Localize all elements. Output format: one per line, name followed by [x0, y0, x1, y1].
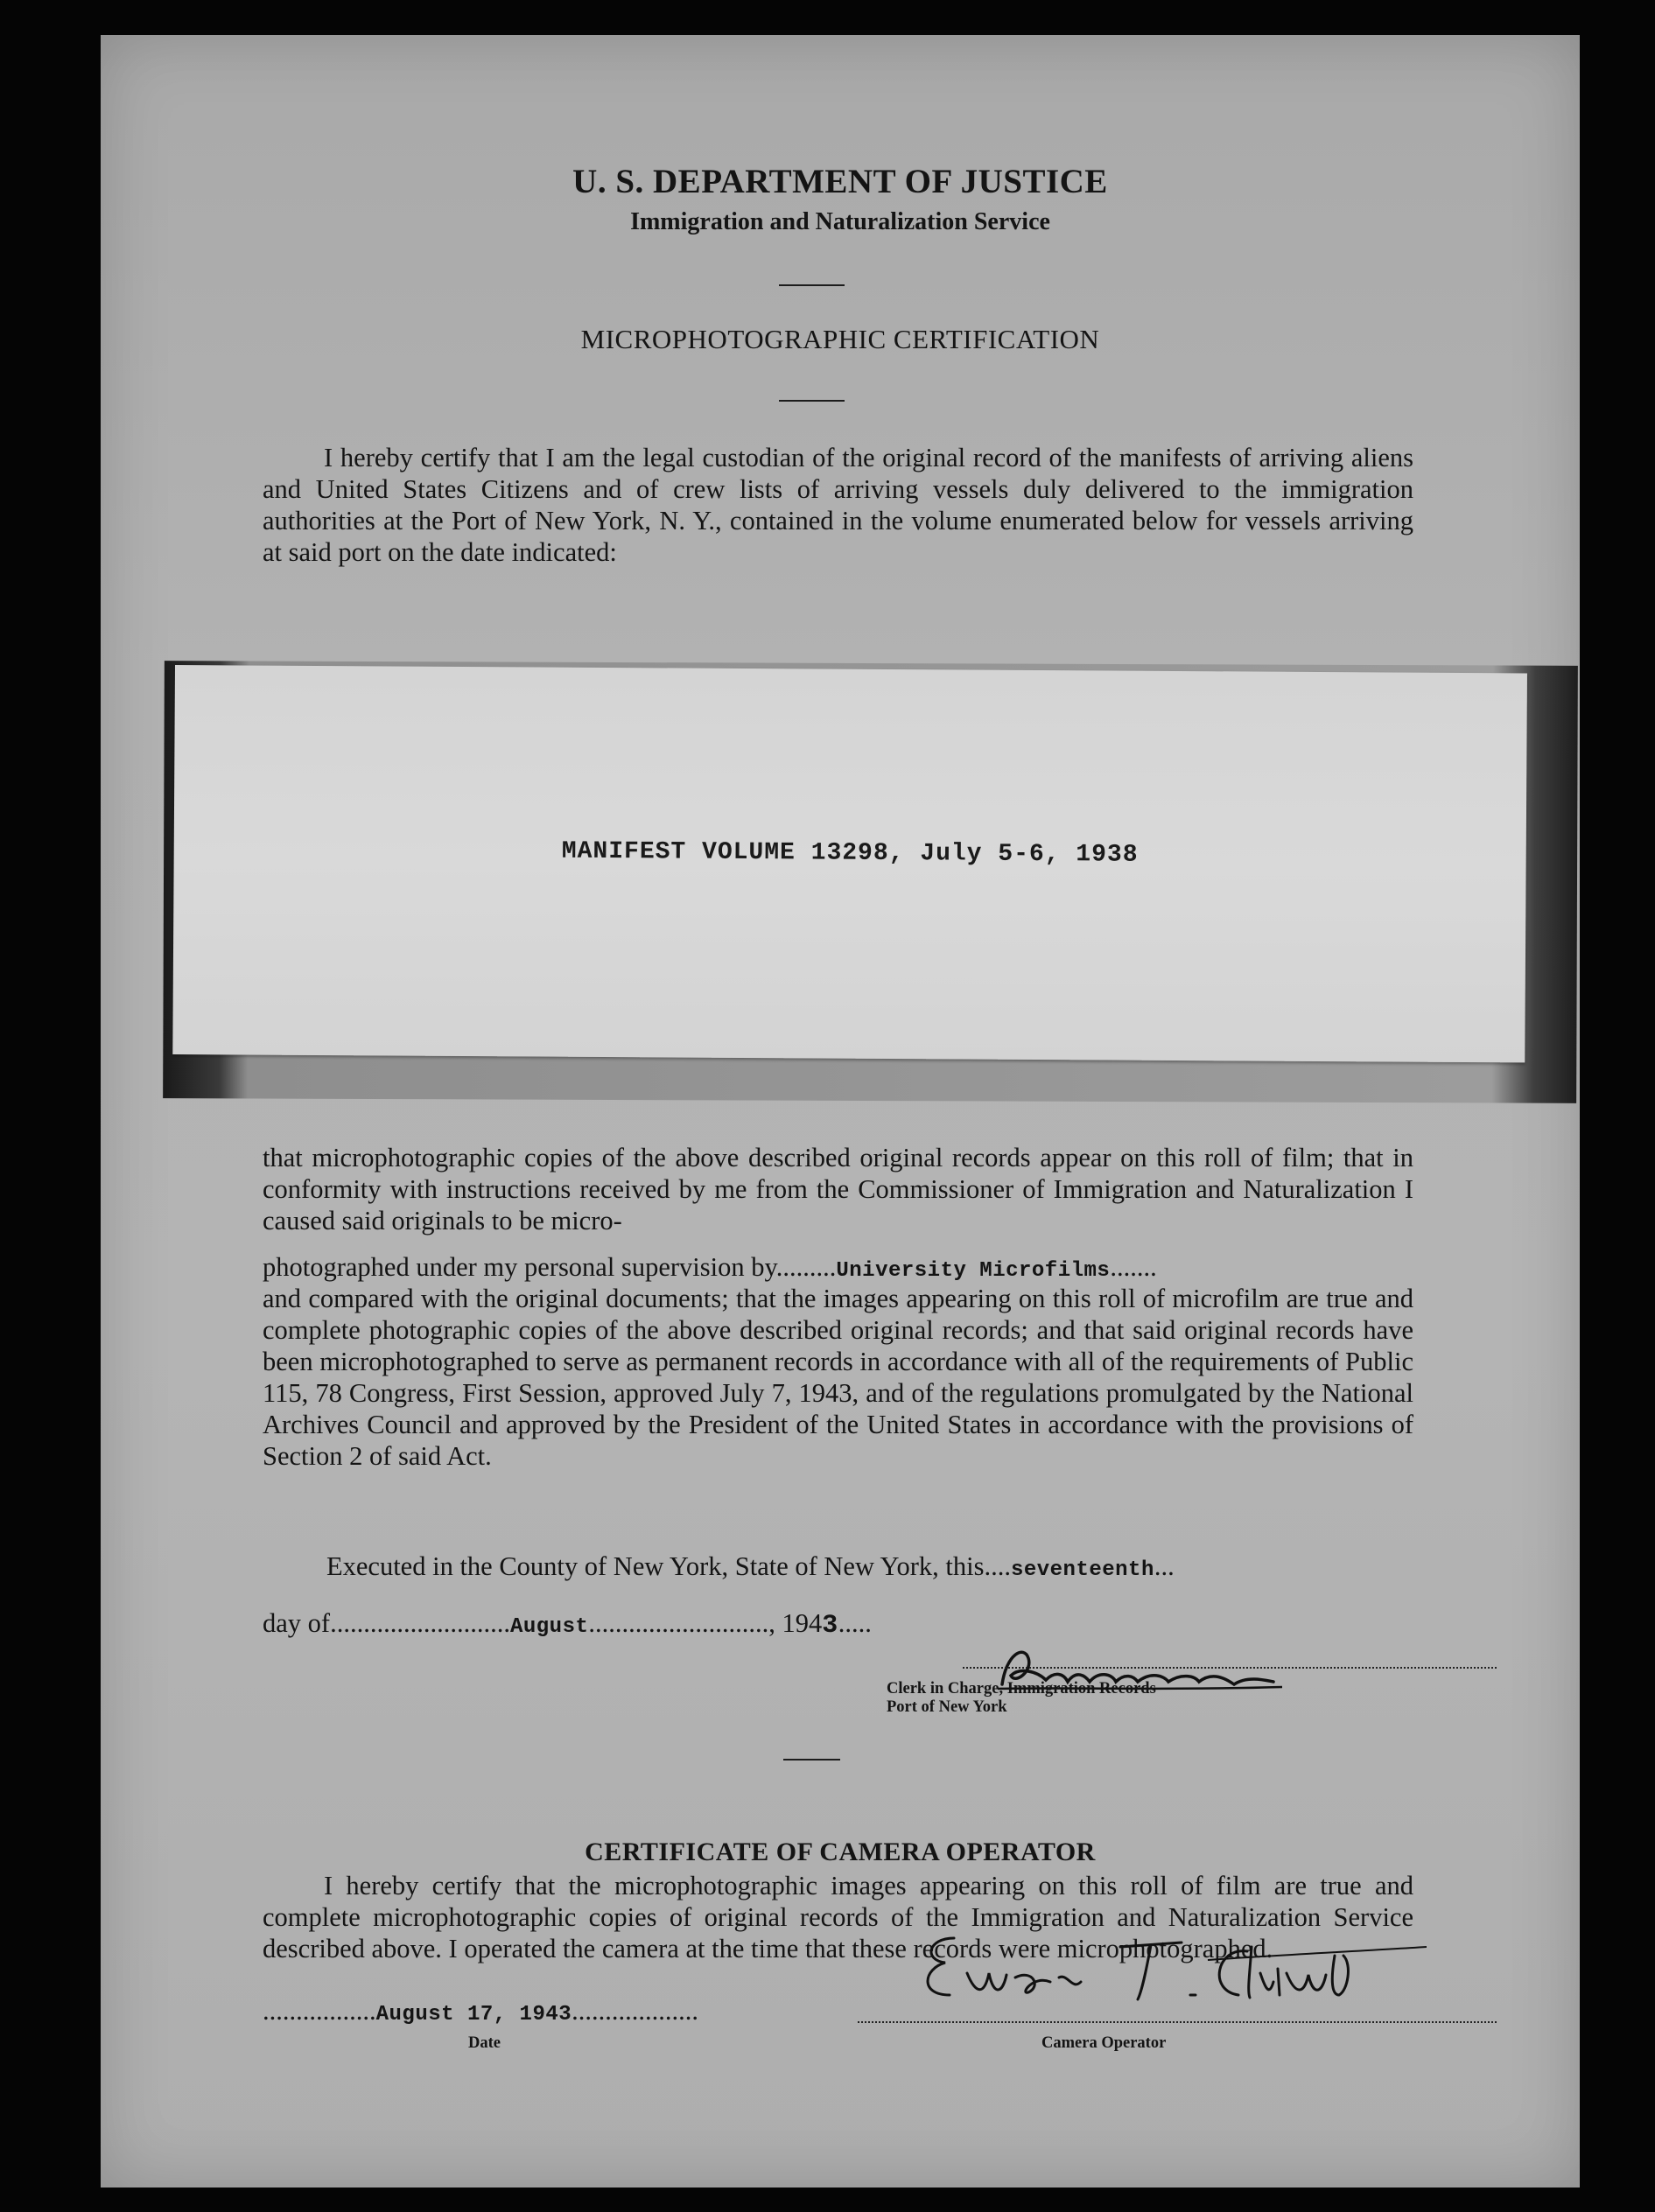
operator-label: Camera Operator — [1041, 2034, 1167, 2052]
date-value: August 17, 1943 — [375, 2003, 572, 2026]
date-label: Date — [468, 2034, 501, 2052]
operator-signature-line — [858, 2021, 1497, 2023]
day-of-label: day of — [263, 1608, 331, 1638]
service-subheading: Immigration and Naturalization Service — [630, 208, 1050, 235]
day-ordinal: seventeenth — [1010, 1558, 1154, 1582]
header-divider — [779, 284, 845, 286]
date-line: .................August 17, 1943................... — [263, 1996, 699, 2026]
title-divider — [779, 400, 845, 402]
operator-signature-graphic — [901, 1921, 1427, 2026]
day-of-line: day of...........................August..........................., 1943..... — [263, 1608, 872, 1641]
operator-signature — [901, 1921, 1427, 2026]
section-divider — [783, 1759, 840, 1760]
manifest-volume-text: MANIFEST VOLUME 13298, July 5-6, 1938 — [561, 837, 1139, 869]
supervision-line: photographed under my personal supervision by.........University Microfilms....... — [263, 1252, 1157, 1283]
department-heading: U. S. DEPARTMENT OF JUSTICE — [572, 163, 1108, 200]
intro-paragraph — [263, 442, 1413, 568]
clerk-title-line1: Clerk in Charge, Immigration Records — [887, 1680, 1156, 1698]
executed-text: Executed in the County of New York, State of New York, this — [326, 1551, 985, 1581]
year-digit: 3 — [822, 1611, 838, 1641]
body-text-2: and compared with the original documents; that the images appearing on this roll of microfilm are true and complete photographic copies of the above described original records; and that said original records have been microphotographed to serve as permanent records in accordance with all of the requirements of Public 115, 78 Congress, First Session, approved July 7, 1943, and of the regulations promulgated by the National Archives Council and approved by the President of the United States in accordance with the provisions of Section 2 of said Act. — [263, 1284, 1413, 1471]
supervisor-name: University Microfilms — [836, 1259, 1111, 1283]
manifest-volume-slip — [172, 665, 1527, 1062]
body-paragraph-1 — [263, 1142, 1413, 1236]
certification-title: MICROPHOTOGRAPHIC CERTIFICATION — [580, 324, 1100, 354]
clerk-title — [887, 1680, 1156, 1717]
month-value: August — [509, 1615, 589, 1639]
body-paragraph-2 — [263, 1283, 1413, 1472]
executed-line: Executed in the County of New York, State of New York, this....seventeenth... — [326, 1551, 1175, 1582]
clerk-title-line2: Port of New York — [887, 1698, 1007, 1716]
year-prefix: , 194 — [768, 1608, 823, 1638]
body-text-1: that microphotographic copies of the above described original records appear on this roll of film; that in conformity with instructions received by me from the Commissioner of Immigration and Naturalization I caused said originals to be micro- — [263, 1143, 1413, 1236]
camera-operator-heading: CERTIFICATE OF CAMERA OPERATOR — [585, 1838, 1096, 1866]
intro-text: I hereby certify that I am the legal custodian of the original record of the manifests of arriving aliens and United States Citizens and of crew lists of arriving vessels duly delivered to the immigration authorities at the Port of New York, N. Y., contained in the volume enumerated below for vessels arriving at said port on the date indicated: — [263, 443, 1413, 567]
certification-page — [101, 35, 1580, 2188]
supervision-prefix: photographed under my personal supervision by — [263, 1252, 776, 1282]
camera-operator-text: I hereby certify that the microphotographic images appearing on this roll of film are true and complete microphotographic copies of original records of the Immigration and Naturalization Service described above. I operated the camera at the time that these records were microphotographed. — [263, 1871, 1413, 1964]
clerk-signature-line — [963, 1667, 1497, 1669]
